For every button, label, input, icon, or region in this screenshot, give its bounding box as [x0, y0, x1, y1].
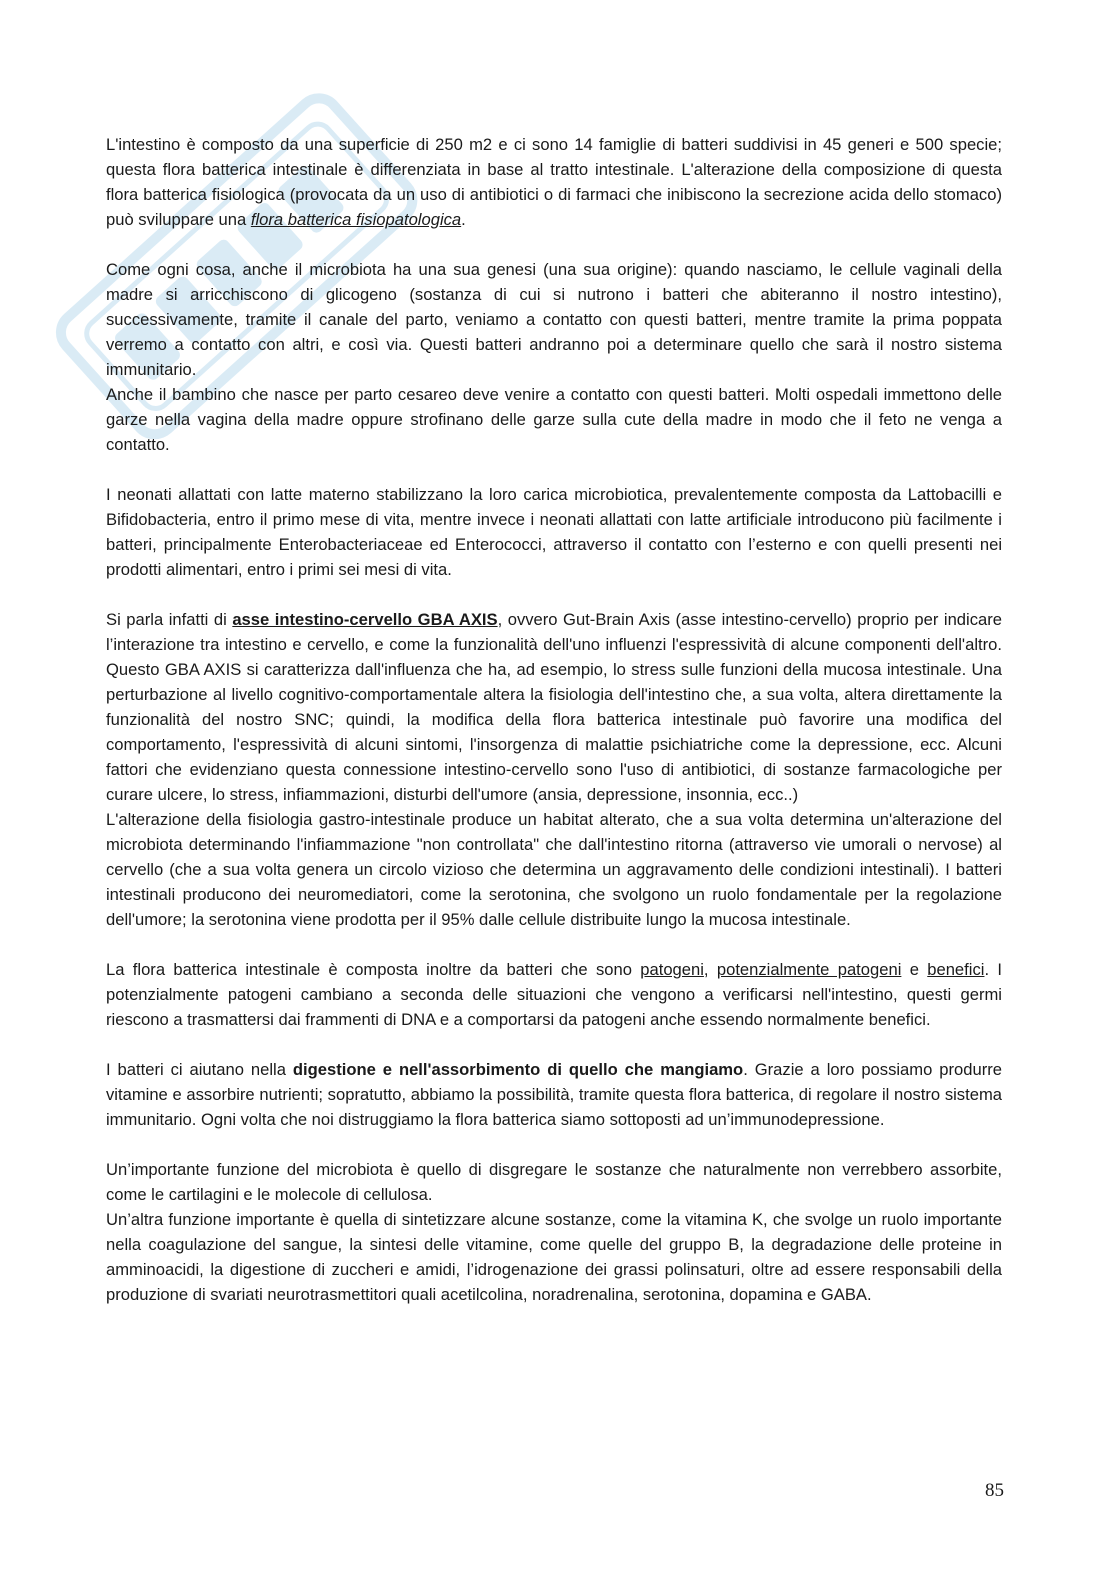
paragraph-gap: [106, 1032, 1002, 1057]
text-run: Anche il bambino che nasce per parto cesareo deve venire a contatto con questi batteri. Molti ospedali immettono delle garze nella vagina della madre oppure strofinano delle garze sulla cute della madre in modo che il feto ne venga a contatto.: [106, 385, 1002, 454]
text-run: . I potenzialmente patogeni cambiano a seconda delle situazioni che vengono a verificarsi nell'intestino, questi germi riescono a trasmattersi dai frammenti di DNA e a comportarsi da patogeni anche essendo normalmente benefici.: [106, 960, 1002, 1029]
emphasized-text: digestione e nell'assorbimento di quello che mangiamo: [292, 1060, 744, 1079]
emphasized-text: flora batterica fisiopatologica: [250, 210, 462, 229]
paragraph: [106, 382, 1002, 457]
paragraph: [106, 257, 1002, 382]
paragraph-gap: [106, 932, 1002, 957]
emphasized-text: potenzialmente patogeni: [716, 960, 902, 979]
text-run: Come ogni cosa, anche il microbiota ha una sua genesi (una sua origine): quando nasciamo, le cellule vaginali della madre si arricchiscono di glicogeno (sostanza di cui si nutrono i batteri che abiteranno il nostro intestino), successivamente, tramite il canale del parto, veniamo a contatto con questi batteri, mentre tramite la prima poppata verremo a contatto con altri, e così via. Questi batteri andranno poi a determinare quello che sarà il nostro sistema immunitario.: [106, 260, 1002, 379]
paragraph: [106, 1207, 1002, 1307]
paragraph-gap: [106, 582, 1002, 607]
text-run: L'alterazione della fisiologia gastro-intestinale produce un habitat alterato, che a sua volta determina un'alterazione del microbiota determinando l'infiammazione "non controllata" che dall'intestino ritorna (attraverso vie umorali o nervose) al cervello (che a sua volta genera un circolo vizioso che determina un aggravamento delle condizioni intestinali). I batteri intestinali producono dei neuromediatori, come la serotonina, che svolgono un ruolo fondamentale per la regolazione dell'umore; la serotonina viene prodotta per il 95% dalle cellule distribuite lungo la mucosa intestinale.: [106, 810, 1002, 929]
text-run: . Grazie a loro possiamo produrre vitamine e assorbire nutrienti; sopratutto, abbiamo la possibilità, tramite questa flora batterica, di regolare il nostro sistema immunitario. Ogni volta che noi distruggiamo la flora batterica siamo sottoposti ad un’immunodepressione.: [106, 1060, 1002, 1129]
paragraph: [106, 1057, 1002, 1132]
paragraph-gap: [106, 1132, 1002, 1157]
document-body: [106, 132, 1002, 1307]
text-run: , ovvero Gut-Brain Axis (asse intestino-cervello) proprio per indicare l’interazione tra intestino e cervello, e come la funzionalità dell'uno influenzi l'espressività di alcune componenti dell'altro. Questo GBA AXIS si caratterizza dall'influenza che ha, ad esempio, lo stress sulle funzioni della mucosa intestinale. Una perturbazione al livello cognitivo-comportamentale altera la fisiologia dell'intestino che, a sua volta, altera direttamente la funzionalità del nostro SNC; quindi, la modifica della flora batterica intestinale può favorire una modifica del comportamento, l'espressività di alcuni sintomi, l'insorgenza di malattie psichiatriche come la depressione, ecc. Alcuni fattori che evidenziano questa connessione intestino-cervello sono l'uso di antibiotici, di sostanze farmacologiche per curare ulcere, lo stress, infiammazioni, disturbi dell'umore (ansia, depressione, insonnia, ecc..): [106, 610, 1003, 804]
text-run: La flora batterica intestinale è composta inoltre da batteri che sono: [106, 960, 641, 979]
text-run: L'intestino è composto da una superficie di 250 m2 e ci sono 14 famiglie di batteri suddivisi in 45 generi e 500 specie; questa flora batterica intestinale è differenziata in base al tratto intestinale. L'alterazione della composizione di questa flora batterica fisiologica (provocata da un uso di antibiotici o di farmaci che inibiscono la secrezione acida dello stomaco) può sviluppare una: [106, 135, 1002, 229]
page-number: 85: [985, 1480, 1004, 1501]
emphasized-text: benefici: [927, 960, 985, 979]
paragraph: [106, 132, 1002, 232]
paragraph: [106, 607, 1002, 807]
text-run: Un’importante funzione del microbiota è quello di disgregare le sostanze che naturalmente non verrebbero assorbite, come le cartilagini e le molecole di cellulosa.: [106, 1160, 1002, 1204]
paragraph: [106, 1157, 1002, 1207]
paragraph: [106, 482, 1002, 582]
paragraph-gap: [106, 457, 1002, 482]
text-run: e: [901, 960, 928, 979]
paragraph: [106, 957, 1002, 1032]
text-run: ,: [703, 960, 717, 979]
paragraph-gap: [106, 232, 1002, 257]
text-run: I neonati allattati con latte materno stabilizzano la loro carica microbiotica, prevalentemente composta da Lattobacilli e Bifidobacteria, entro il primo mese di vita, mentre invece i neonati allattati con latte artificiale introducono più facilmente i batteri, principalmente Enterobacteriaceae ed Enterococci, attraverso il contatto con l’esterno e con quelli presenti nei prodotti alimentari, entro i primi sei mesi di vita.: [106, 485, 1002, 579]
emphasized-text: patogeni: [640, 960, 704, 979]
text-run: Si parla infatti di: [106, 610, 233, 629]
text-run: Un’altra funzione importante è quella di sintetizzare alcune sostanze, come la vitamina K, che svolge un ruolo importante nella coagulazione del sangue, la sintesi delle vitamine, come quelle del gruppo B, la degradazione delle proteine in amminoacidi, la digestione di zuccheri e amidi, l’idrogenazione dei grassi polinsaturi, oltre ad essere responsabili della produzione di svariati neurotrasmettitori quali acetilcolina, noradrenalina, serotonina, dopamina e GABA.: [106, 1210, 1002, 1304]
paragraph: [106, 807, 1002, 932]
text-run: .: [461, 210, 466, 229]
emphasized-text: asse intestino-cervello GBA AXIS: [232, 610, 498, 629]
text-run: I batteri ci aiutano nella: [106, 1060, 293, 1079]
